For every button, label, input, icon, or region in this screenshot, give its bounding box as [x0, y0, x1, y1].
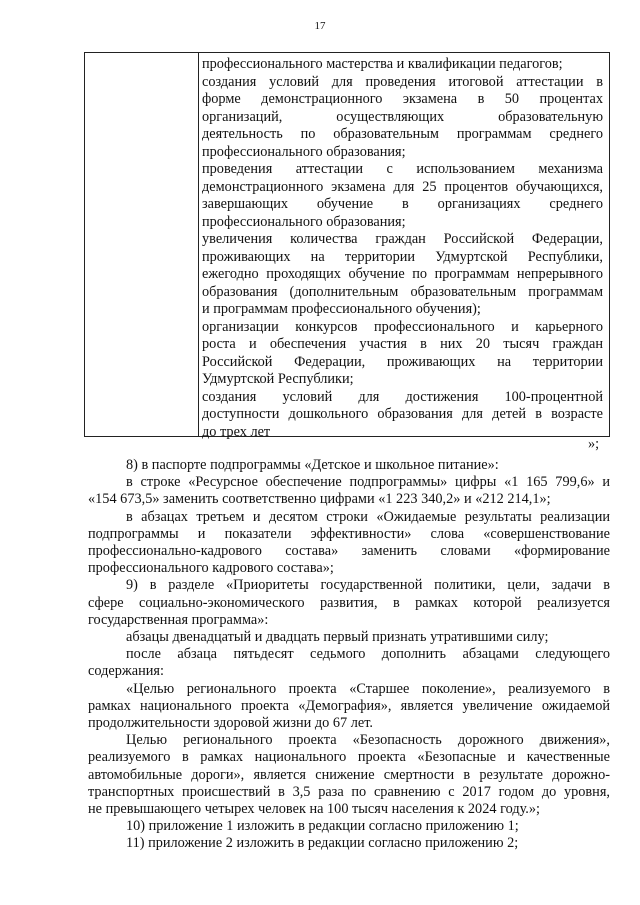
body-text-line: после абзаца пятьдесят седьмого дополнить абзацами следующего: [126, 646, 610, 663]
table-cell-line: форме демонстрационного экзамена в 50 процентах: [202, 91, 603, 107]
table-cell-line: создания условий для достижения 100-процентной: [202, 388, 603, 405]
table-closing-quote: »;: [588, 436, 600, 452]
page-number: 17: [314, 20, 326, 32]
table-cell-line: создания условий для проведения итоговой аттестации в: [202, 73, 603, 90]
table-cell-text: [202, 56, 603, 441]
body-text-line: подпрограммы и показатели эффективности» слова «совершенствование: [88, 525, 610, 542]
body-text-line: реализуемого в рамках национального проекта «Безопасные и качественные: [88, 749, 610, 766]
table-cell-line: роста и обеспечения участия в них 20 тысяч граждан: [202, 336, 603, 352]
body-text-line: в строке «Ресурсное обеспечение подпрограммы» цифры «1 165 799,6» и: [126, 474, 610, 491]
table-cell-line: проведения аттестации с использованием механизма: [202, 161, 603, 177]
body-text-line: государственная программа»:: [88, 611, 269, 628]
body-text-line: 8) в паспорте подпрограммы «Детское и школьное питание»:: [126, 457, 499, 473]
table-cell-line: ежегодно проходящих обучение по программам непрерывного: [202, 266, 603, 282]
table-cell-line: завершающих обучение в организациях среднего: [202, 196, 603, 212]
table-cell-line: Российской Федерации, проживающих на территории: [202, 353, 603, 370]
body-text-line: сфере социально-экономического развития, в рамках которой реализуется: [88, 594, 610, 611]
body-text-line: абзацы двенадцатый и двадцать первый признать утратившими силу;: [126, 629, 549, 646]
table-cell-line: организации конкурсов профессионального и карьерного: [202, 318, 603, 335]
body-text-line: рамках национального проекта «Демография», является увеличение ожидаемой: [88, 697, 610, 714]
table-cell-line: Удмуртской Республики;: [202, 371, 354, 387]
document-body: [88, 457, 610, 853]
body-text-line: транспортных происшествий в 3,5 раза по сравнению с 2017 годом до уровня,: [88, 783, 610, 800]
body-text-line: продолжительности здоровой жизни до 67 лет.: [88, 715, 373, 732]
table-cell-line: увеличения количества граждан Российской Федерации,: [202, 231, 603, 247]
body-text-line: автомобильные дороги», является снижение смертности в результате дорожно-: [88, 766, 610, 783]
body-text-line: в абзацах третьем и десятом строки «Ожидаемые результаты реализации: [126, 508, 610, 525]
table-cell-line: демонстрационного экзамена для 25 процентов обучающихся,: [202, 178, 603, 195]
body-text-line: Целью регионального проекта «Безопасность дорожного движения»,: [126, 732, 610, 749]
table-cell-line: профессионального образования;: [202, 143, 406, 160]
body-text-line: 10) приложение 1 изложить в редакции согласно приложению 1;: [126, 818, 519, 835]
table-fragment: [84, 52, 610, 440]
table-cell-line: организаций, осуществляющих образовательную: [202, 108, 603, 125]
body-text-line: «154 673,5» заменить соответственно цифрами «1 223 340,2» и «212 214,1»;: [88, 491, 551, 508]
body-text-line: содержания:: [88, 663, 164, 680]
body-text-line: профессионально-кадрового состава» заменить словами «формирование: [88, 543, 610, 560]
body-text-line: профессионального кадрового состава»;: [88, 560, 334, 577]
table-cell-line: проживающих на территории Удмуртской Республики,: [202, 248, 603, 265]
table-cell-line: деятельность по образовательным программам среднего: [202, 126, 603, 142]
table-cell-line: доступности дошкольного образования для детей в возрасте: [202, 406, 603, 422]
table-cell-line: и программам профессионального обучения);: [202, 301, 481, 317]
body-text-line: не превышающего четырех человек на 100 тысяч населения к 2024 году.»;: [88, 801, 541, 818]
body-text-line: «Целью регионального проекта «Старшее поколение», реализуемого в: [126, 680, 610, 697]
table-cell-line: профессионального мастерства и квалификации педагогов;: [202, 56, 563, 72]
column-divider: [198, 53, 199, 436]
body-text-line: 9) в разделе «Приоритеты государственной политики, цели, задачи в: [126, 577, 610, 594]
table-cell-line: профессионального образования;: [202, 213, 406, 230]
table-cell-line: до трех лет: [202, 423, 271, 440]
table-cell-line: образования (дополнительным образовательным программам: [202, 283, 603, 300]
body-text-line: 11) приложение 2 изложить в редакции согласно приложению 2;: [126, 835, 519, 852]
